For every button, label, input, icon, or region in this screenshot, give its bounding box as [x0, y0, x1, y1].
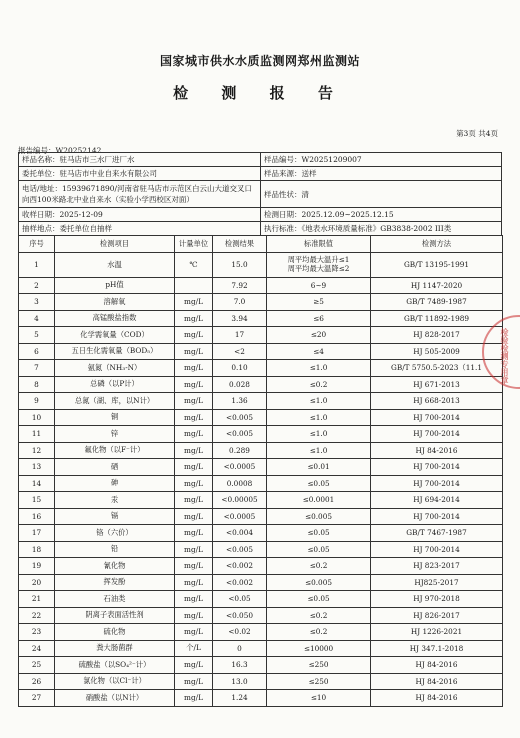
test-item: 高锰酸盐指数: [55, 310, 175, 327]
standard-limit: ≤1.0: [267, 360, 371, 377]
test-item: 总氮（湖、库，以N计）: [55, 393, 175, 410]
col-header-no: 序号: [19, 236, 55, 253]
unit: mg/L: [175, 558, 213, 575]
result: 0.289: [213, 442, 267, 459]
result: 13.0: [213, 673, 267, 690]
table-row: [19, 657, 503, 674]
test-method: GB/T 5750.5-2023（11.1: [371, 360, 503, 377]
col-header-item: 检测项目: [55, 236, 175, 253]
col-header-method: 检测方法: [371, 236, 503, 253]
col-header-limit: 标准限值: [267, 236, 371, 253]
contact-address: 电话/地址：15939671890/河南省驻马店市示范区白云山大道交叉口向西100米路北中业自来水（实验小学西校区对面）: [19, 181, 261, 208]
result: 0.028: [213, 376, 267, 393]
result: <0.00005: [213, 492, 267, 509]
table-row: [19, 624, 503, 641]
result: 0.10: [213, 360, 267, 377]
test-method: HJ 970-2018: [371, 591, 503, 608]
result: <0.0005: [213, 508, 267, 525]
test-method: HJ 505-2009: [371, 343, 503, 360]
test-method: HJ 826-2017: [371, 607, 503, 624]
row-number: 26: [19, 673, 55, 690]
sample-number: 样品编号：W20251209007: [261, 153, 502, 167]
table-header-row: [19, 236, 503, 253]
table-row: [19, 591, 503, 608]
test-item: 铅: [55, 541, 175, 558]
test-method: HJ 84-2016: [371, 690, 503, 707]
unit: mg/L: [175, 508, 213, 525]
row-number: 9: [19, 393, 55, 410]
test-item: 锌: [55, 426, 175, 443]
standard-limit: ≤0.005: [267, 508, 371, 525]
test-method: HJ 700-2014: [371, 475, 503, 492]
standard-limit: 周平均最大温升≤1 周平均最大温降≤2: [267, 252, 371, 277]
test-method: GB/T 7467-1987: [371, 525, 503, 542]
standard-limit: ≤0.05: [267, 541, 371, 558]
row-number: 7: [19, 360, 55, 377]
test-item: 挥发酚: [55, 574, 175, 591]
result: 16.3: [213, 657, 267, 674]
unit: mg/L: [175, 624, 213, 641]
table-row: [19, 640, 503, 657]
col-header-unit: 计量单位: [175, 236, 213, 253]
standard-limit: ≤1.0: [267, 393, 371, 410]
test-method: HJ825-2017: [371, 574, 503, 591]
row-number: 5: [19, 327, 55, 344]
table-row: [19, 508, 503, 525]
table-row: [19, 409, 503, 426]
table-row: [19, 360, 503, 377]
table-row: [19, 376, 503, 393]
table-row: [19, 558, 503, 575]
unit: mg/L: [175, 294, 213, 311]
test-item: 氯化物（以Cl⁻计）: [55, 673, 175, 690]
row-number: 11: [19, 426, 55, 443]
table-row: [19, 277, 503, 294]
test-item: 镉: [55, 508, 175, 525]
table-row: [19, 442, 503, 459]
result: 17: [213, 327, 267, 344]
test-item: 溶解氧: [55, 294, 175, 311]
row-number: 15: [19, 492, 55, 509]
test-item: 氰化物: [55, 558, 175, 575]
test-method: HJ 700-2014: [371, 409, 503, 426]
standard-limit: ≤1.0: [267, 426, 371, 443]
unit: mg/L: [175, 360, 213, 377]
row-number: 27: [19, 690, 55, 707]
standard-limit: ≤0.005: [267, 574, 371, 591]
receive-date: 收样日期：2025-12-09: [19, 208, 261, 222]
row-number: 23: [19, 624, 55, 641]
test-item: 汞: [55, 492, 175, 509]
row-number: 19: [19, 558, 55, 575]
result: <0.05: [213, 591, 267, 608]
table-row: [19, 393, 503, 410]
result: <0.005: [213, 426, 267, 443]
result: 0: [213, 640, 267, 657]
col-header-result: 检测结果: [213, 236, 267, 253]
row-number: 6: [19, 343, 55, 360]
unit: 个/L: [175, 640, 213, 657]
standard-limit: ≤0.05: [267, 525, 371, 542]
test-method: HJ 700-2014: [371, 508, 503, 525]
result: 1.36: [213, 393, 267, 410]
table-row: [19, 294, 503, 311]
test-item: 硫化物: [55, 624, 175, 641]
table-row: [19, 690, 503, 707]
row-number: 16: [19, 508, 55, 525]
row-number: 10: [19, 409, 55, 426]
table-row: [19, 492, 503, 509]
standard-limit: ≤20: [267, 327, 371, 344]
test-method: HJ 700-2014: [371, 459, 503, 476]
results-table: [18, 235, 503, 707]
test-method: GB/T 7489-1987: [371, 294, 503, 311]
test-method: HJ 1147-2020: [371, 277, 503, 294]
standard-limit: ≤0.0001: [267, 492, 371, 509]
unit: mg/L: [175, 690, 213, 707]
standard-limit: ≤10000: [267, 640, 371, 657]
row-number: 25: [19, 657, 55, 674]
test-item: pH值: [55, 277, 175, 294]
result: <0.0005: [213, 459, 267, 476]
test-method: HJ 1226-2021: [371, 624, 503, 641]
unit: mg/L: [175, 591, 213, 608]
test-method: HJ 694-2014: [371, 492, 503, 509]
test-item: 化学需氧量（COD）: [55, 327, 175, 344]
standard-limit: ≤0.05: [267, 591, 371, 608]
result: 1.24: [213, 690, 267, 707]
table-row: [19, 525, 503, 542]
standard-limit: ≤1.0: [267, 409, 371, 426]
test-method: HJ 347.1-2018: [371, 640, 503, 657]
result: <0.002: [213, 558, 267, 575]
test-item: 水温: [55, 252, 175, 277]
result: <0.005: [213, 409, 267, 426]
test-method: HJ 668-2013: [371, 393, 503, 410]
report-title: 检 测 报 告: [173, 84, 347, 102]
test-item: 氟化物（以F⁻计）: [55, 442, 175, 459]
row-number: 21: [19, 591, 55, 608]
table-row: [19, 574, 503, 591]
test-item: 氨氮（NH₃-N）: [55, 360, 175, 377]
standard-limit: ≤10: [267, 690, 371, 707]
sample-name: 样品名称：驻马店市三水厂进厂水: [19, 153, 261, 167]
table-row: [19, 673, 503, 690]
result: 3.94: [213, 310, 267, 327]
table-row: [19, 475, 503, 492]
unit: mg/L: [175, 607, 213, 624]
standard-limit: ≤1.0: [267, 442, 371, 459]
unit: mg/L: [175, 492, 213, 509]
row-number: 12: [19, 442, 55, 459]
standard-limit: ≤4: [267, 343, 371, 360]
test-date: 检测日期：2025.12.09~2025.12.15: [261, 208, 502, 222]
test-method: HJ 84-2016: [371, 657, 503, 674]
result: <0.005: [213, 541, 267, 558]
result: <0.02: [213, 624, 267, 641]
standard-limit: ≤0.2: [267, 607, 371, 624]
unit: mg/L: [175, 475, 213, 492]
unit: mg/L: [175, 541, 213, 558]
client: 委托单位：驻马店市中业自来水有限公司: [19, 167, 261, 181]
standard-limit: ≤0.01: [267, 459, 371, 476]
standard-limit: ≤0.2: [267, 558, 371, 575]
test-method: HJ 84-2016: [371, 673, 503, 690]
row-number: 14: [19, 475, 55, 492]
unit: mg/L: [175, 459, 213, 476]
table-row: [19, 327, 503, 344]
row-number: 1: [19, 252, 55, 277]
test-item: 粪大肠菌群: [55, 640, 175, 657]
test-item: 硝酸盐（以N计）: [55, 690, 175, 707]
test-item: 阴离子表面活性剂: [55, 607, 175, 624]
row-number: 8: [19, 376, 55, 393]
test-method: HJ 823-2017: [371, 558, 503, 575]
sampling-site: 抽样地点：委托单位自抽样: [19, 222, 261, 236]
unit: ℃: [175, 252, 213, 277]
standard-limit: 6~9: [267, 277, 371, 294]
unit: mg/L: [175, 657, 213, 674]
table-row: [19, 252, 503, 277]
result: 7.92: [213, 277, 267, 294]
test-method: GB/T 11892-1989: [371, 310, 503, 327]
row-number: 20: [19, 574, 55, 591]
test-item: 总磷（以P计）: [55, 376, 175, 393]
unit: mg/L: [175, 525, 213, 542]
row-number: 17: [19, 525, 55, 542]
result: 15.0: [213, 252, 267, 277]
test-item: 铜: [55, 409, 175, 426]
unit: mg/L: [175, 327, 213, 344]
unit: mg/L: [175, 426, 213, 443]
standard-limit: ≤6: [267, 310, 371, 327]
test-item: 铬（六价）: [55, 525, 175, 542]
standard-limit: ≤250: [267, 657, 371, 674]
test-method: HJ 828-2017: [371, 327, 503, 344]
org-title: 国家城市供水水质监测网郑州监测站: [159, 54, 360, 68]
standard-limit: ≥5: [267, 294, 371, 311]
table-row: [19, 541, 503, 558]
test-item: 硒: [55, 459, 175, 476]
sample-nature: 样品性状：清: [261, 181, 502, 208]
result: <0.050: [213, 607, 267, 624]
test-method: HJ 671-2013: [371, 376, 503, 393]
result: <2: [213, 343, 267, 360]
standard: 执行标准：《地表水环境质量标准》GB3838-2002 III类: [261, 222, 502, 236]
unit: mg/L: [175, 343, 213, 360]
row-number: 13: [19, 459, 55, 476]
test-method: GB/T 13195-1991: [371, 252, 503, 277]
result: <0.004: [213, 525, 267, 542]
table-row: [19, 459, 503, 476]
row-number: 3: [19, 294, 55, 311]
table-row: [19, 426, 503, 443]
table-row: [19, 310, 503, 327]
standard-limit: ≤250: [267, 673, 371, 690]
row-number: 4: [19, 310, 55, 327]
standard-limit: ≤0.2: [267, 376, 371, 393]
unit: mg/L: [175, 376, 213, 393]
unit: mg/L: [175, 673, 213, 690]
unit: mg/L: [175, 442, 213, 459]
row-number: 22: [19, 607, 55, 624]
standard-limit: ≤0.2: [267, 624, 371, 641]
stamp-text: 检验检测专用章: [500, 328, 510, 384]
test-item: 五日生化需氧量（BOD₅）: [55, 343, 175, 360]
test-item: 砷: [55, 475, 175, 492]
test-method: HJ 700-2014: [371, 541, 503, 558]
sample-source: 样品来源：送样: [261, 167, 502, 181]
row-number: 24: [19, 640, 55, 657]
report-number: 报告编号：W20252142: [18, 146, 102, 155]
page-number: 第3页 共4页: [456, 129, 498, 138]
table-row: [19, 607, 503, 624]
result: 0.0008: [213, 475, 267, 492]
unit: [175, 277, 213, 294]
test-method: HJ 84-2016: [371, 442, 503, 459]
row-number: 18: [19, 541, 55, 558]
standard-limit: ≤0.05: [267, 475, 371, 492]
unit: mg/L: [175, 409, 213, 426]
unit: mg/L: [175, 310, 213, 327]
unit: mg/L: [175, 574, 213, 591]
result: 7.0: [213, 294, 267, 311]
unit: mg/L: [175, 393, 213, 410]
table-row: [19, 343, 503, 360]
test-item: 石油类: [55, 591, 175, 608]
row-number: 2: [19, 277, 55, 294]
result: <0.002: [213, 574, 267, 591]
test-method: HJ 700-2014: [371, 426, 503, 443]
test-item: 硫酸盐（以SO₄²⁻计）: [55, 657, 175, 674]
sample-info-table: [18, 152, 502, 236]
